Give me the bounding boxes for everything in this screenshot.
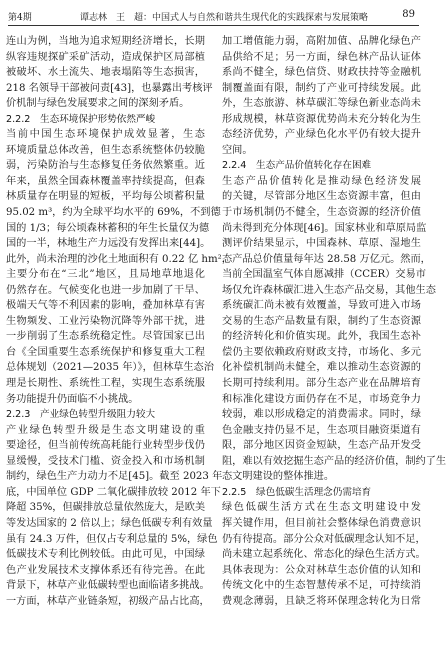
- text-line: 色产业发展技术支撑体系还有待完善。在此: [6, 564, 205, 576]
- text-line: 总体规划（2021—2035 年）》，但林草生态治: [6, 362, 214, 374]
- text-line: 林质量存在明显的短板，平均每公顷蓄积量: [6, 191, 205, 203]
- text-line: 交易的生态产品数量有限，制约了生态资源: [222, 315, 421, 327]
- text-line: 产业绿色转型升级是生态文明建设的重: [6, 424, 205, 436]
- page-number: 89: [402, 9, 415, 20]
- text-line: 的经济转化和价值实现。此外，我国生态补: [222, 331, 421, 343]
- section-heading: 2.2.3 产业绿色转型升级阻力较大: [6, 409, 156, 421]
- text-line: 主要分布在“三北”地区，且局地草地退化: [6, 269, 205, 281]
- text-line: 极端天气等不利因素的影响，叠加林草有害: [6, 300, 205, 312]
- text-line: 尚未建立起系统化、常态化的绿色生活方式。: [222, 549, 426, 561]
- text-line: 被破坏、水土流失、地表塌陷等生态损害，: [6, 67, 205, 79]
- text-line: 绿色低碳生活方式在生态文明建设中发: [222, 502, 421, 514]
- text-line: 纵容违规探矿采矿活动，造成保护区局部植: [6, 51, 205, 63]
- text-line: 降超 35%，但碳排放总量依然庞大，是欧美: [6, 502, 206, 514]
- text-line: 品供给不足；另一方面，绿色林产品认证体: [222, 51, 421, 63]
- text-line: 背景下，林草产业低碳转型也面临诸多挑战。: [6, 580, 210, 592]
- text-line: 传统文化中的生态智慧传承不足，可持续消: [222, 580, 421, 592]
- text-line: 化补偿机制尚未健全，难以推动生态资源的: [222, 362, 421, 374]
- text-line: 务功能提升仍面临不小挑战。: [6, 393, 139, 405]
- text-line: 态经济优势，产业绿色化水平仍有较大提升: [222, 129, 421, 141]
- text-line: 当前全国温室气体自愿减排（CCER）交易市: [222, 269, 426, 281]
- text-line: 当前中国生态环境保护成效显著，生态: [6, 129, 205, 141]
- text-line: 等发达国家的 2 倍以上；绿色低碳专利有效量: [6, 517, 213, 529]
- text-line: 生态产品价值转化是推动绿色经济发展: [222, 175, 421, 187]
- section-heading: 2.2.2 生态环境保护形势依然严峻: [6, 113, 156, 125]
- text-line: 挥关键作用，但目前社会整体绿色消费意识: [222, 517, 421, 529]
- text-line: 测评价结果显示，中国森林、草原、湿地生: [222, 238, 421, 250]
- page-header: [0, 0, 427, 28]
- text-line: 色金融支持仍显不足，生态项目融资渠道有: [222, 424, 421, 436]
- text-line: 和标准化建设方面仍存在不足，市场竞争力: [222, 393, 421, 405]
- text-line: 制覆盖面有限，制约了产业可持续发展。此: [222, 82, 421, 94]
- text-line: 虽有 24.3 万件，但仅占专利总量的 5%，绿色: [6, 533, 218, 545]
- text-line: 费观念薄弱，且缺乏将环保理念转化为日常: [222, 595, 421, 607]
- text-line: 理是长期性、系统性工程，实现生态系统服: [6, 378, 205, 390]
- text-line: 系统碳汇尚未被有效覆盖，导致可进入市场: [222, 300, 421, 312]
- text-line: 台《全国重要生态系统保护和修复重大工程: [6, 346, 205, 358]
- text-line: 场仅允许森林碳汇进入生态产品交易，其他生态: [222, 284, 436, 296]
- text-line: 的关键，尽管部分地区生态资源丰富，但由: [222, 191, 421, 203]
- text-line: 于市场机制仍不健全，生态资源的经济价值: [222, 207, 421, 219]
- text-line: 218 名领导干部被问责[43]，也暴露出考核评: [6, 82, 213, 94]
- text-line: 年来，虽然全国森林覆盖率持续提高，但森: [6, 175, 205, 187]
- text-line: 外，生态旅游、林草碳汇等绿色新业态尚未: [222, 98, 421, 110]
- text-line: 价机制与绿色发展要求之间的深刻矛盾。: [6, 98, 190, 110]
- text-line: 态产品总价值量每年达 28.58 万亿元。然而，: [222, 253, 431, 265]
- text-line: 空间。: [222, 144, 253, 156]
- text-line: 要途径，但当前传统高耗能行业转型步伐仍: [6, 440, 205, 452]
- text-line: 显缓慢，受技术门槛、资金投入和市场机制: [6, 455, 205, 467]
- issue-number: 第4期: [8, 13, 32, 23]
- text-line: 系尚不健全，绿色信贷、财政扶持等金融机: [222, 67, 421, 79]
- text-line: 形成规模，林草资源优势尚未充分转化为生: [222, 113, 421, 125]
- text-line: 阻，难以有效挖掘生态产品的经济价值，制约了生: [222, 455, 446, 467]
- text-line: 底，中国单位 GDP 二氧化碳排放较 2012 年下: [6, 486, 221, 498]
- text-line: 国的 1/3；每公顷森林蓄积的年生长量仅为德: [6, 222, 210, 234]
- text-line: 一步削弱了生态系统稳定性。尽管国家已出: [6, 331, 205, 343]
- text-line: 仍有待提高。部分公众对低碳理念认知不足，: [222, 533, 426, 545]
- text-line: 此外，尚未治理的沙化土地面积有 0.22 亿 hm²，: [6, 253, 232, 265]
- text-line: 国的一半，林地生产力远没有发挥出来[44]。: [6, 238, 211, 250]
- text-line: 95.02 m³，约为全球平均水平的 69%，不到德: [6, 207, 221, 219]
- text-line: 制约，绿色生产力动力不足[45]。截至 2023 年: [6, 471, 223, 483]
- right-column: [222, 34, 446, 609]
- text-line: 生物频发、工业污染物沉降等外部干扰，进: [6, 315, 205, 327]
- text-line: 仍然存在。气候变化也进一步加剧了干旱、: [6, 284, 205, 296]
- text-line: 尚未得到充分体现[46]。国家林业和草原局监: [222, 222, 427, 234]
- text-line: 较弱，难以形成稳定的消费需求。同时，绿: [222, 409, 421, 421]
- text-line: 长期可持续利用。部分生态产业在品牌培育: [222, 378, 421, 390]
- text-line: 态文明建设的整体推进。: [222, 471, 335, 483]
- left-column: [6, 34, 232, 609]
- section-heading: 2.2.5 绿色低碳生活理念仍需培育: [222, 486, 372, 498]
- text-line: 限，部分地区因资金短缺，生态产品开发受: [222, 440, 421, 452]
- section-heading: 2.2.4 生态产品价值转化存在困难: [222, 160, 372, 172]
- text-line: 弱，污染防治与生态修复任务依然繁重。近: [6, 160, 205, 172]
- text-line: 连山为例，当地为追求短期经济增长，长期: [6, 36, 205, 47]
- running-title: 谭志林 王 超：中国式人与自然和谐共生现代化的实践探索与发展策略: [80, 13, 369, 23]
- text-line: 加工增值能力弱，高附加值、品牌化绿色产: [222, 36, 421, 47]
- text-line: 具体表现为：公众对林草生态价值的认知和: [222, 564, 421, 576]
- header-rule: [8, 25, 419, 26]
- text-line: 偿仍主要依赖政府财政支持，市场化、多元: [222, 346, 421, 358]
- text-line: 一方面，林草产业链条短，初级产品占比高，: [6, 595, 210, 607]
- text-line: 环境质量总体改善，但生态系统整体仍较脆: [6, 144, 205, 156]
- text-line: 低碳技术专利比例较低。由此可见，中国绿: [6, 549, 205, 561]
